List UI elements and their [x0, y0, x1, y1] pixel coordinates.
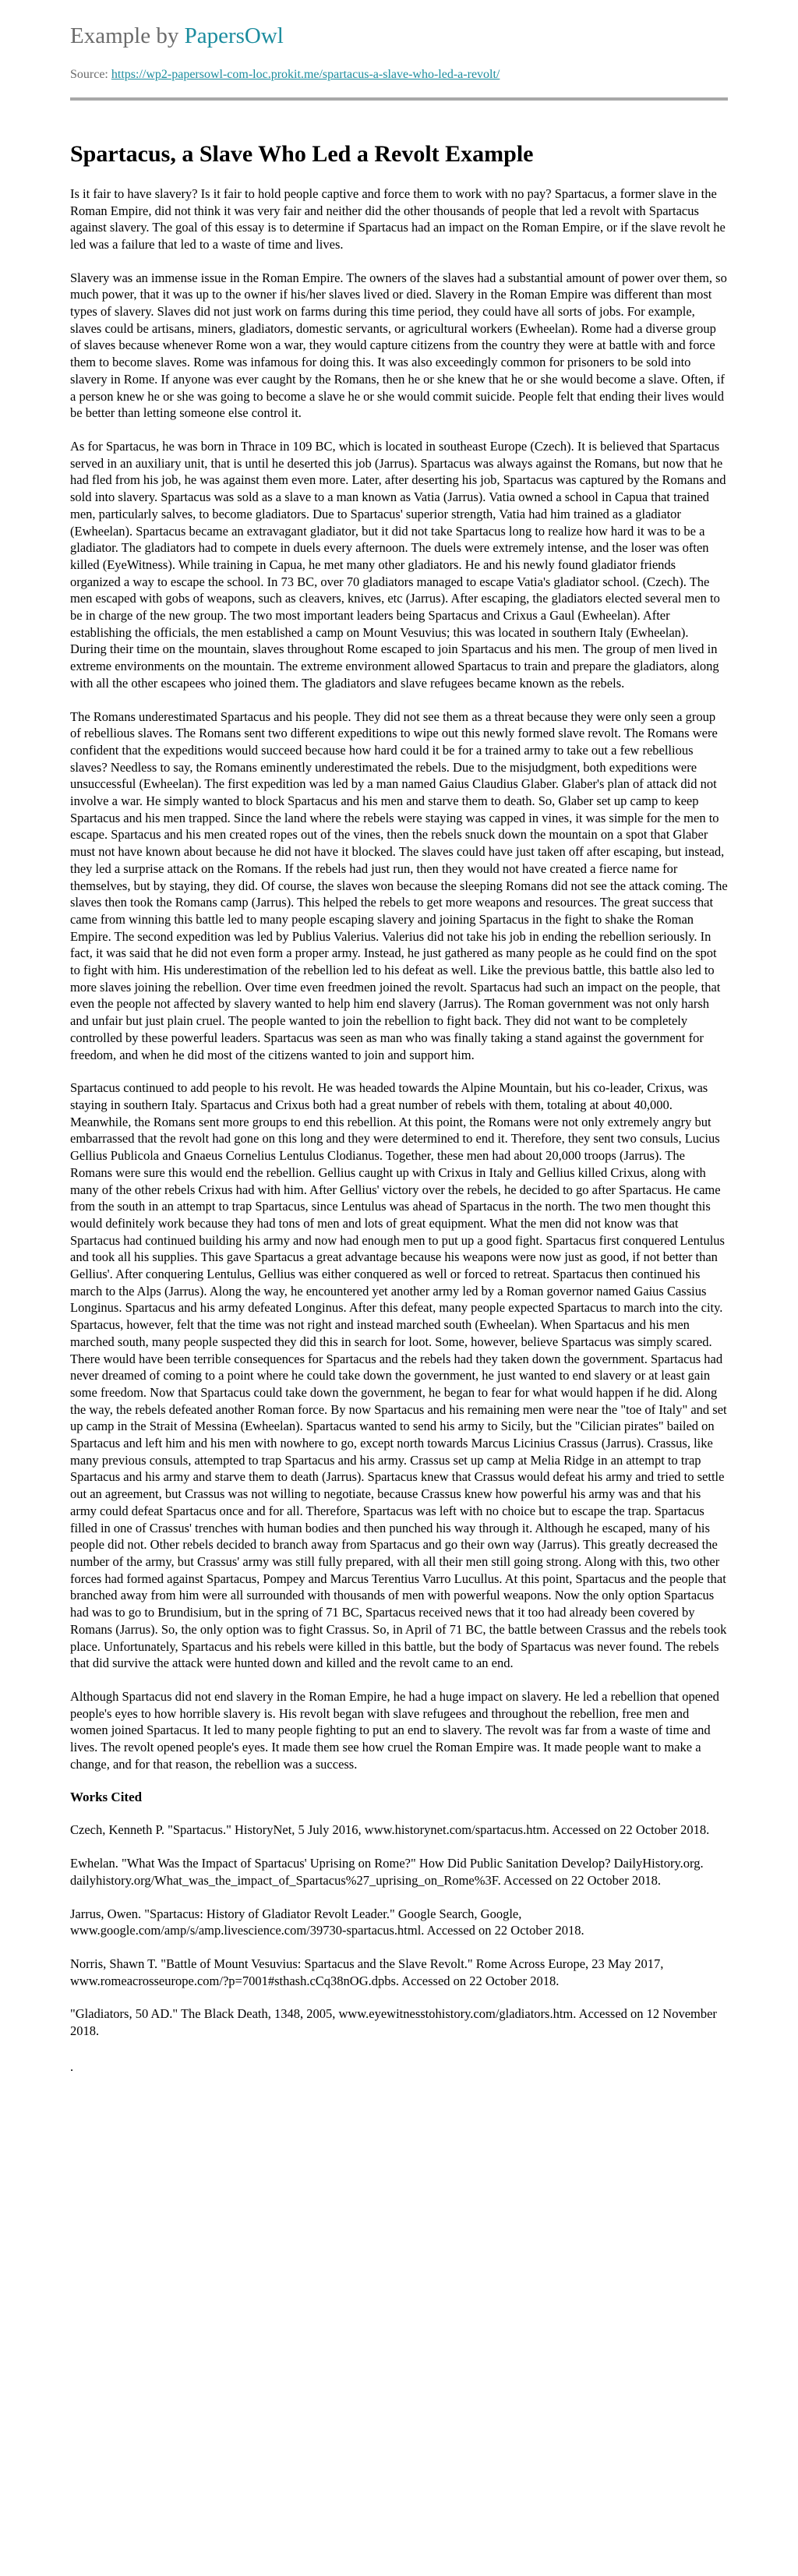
essay-paragraph-6: Although Spartacus did not end slavery in the Roman Empire, he had a huge impact on slavery. He led a rebellion that opened people's eyes to how horrible slavery is. His revolt began with slave refugees and throughout the rebellion, free men and women joined Spartacus. It led to many people fighting to put an end to slavery. The revolt was far from a waste of time and lives. The revolt opened people's eyes. It made them see how cruel the Roman Empire was. It made people want to make a change, and for that reason, the rebellion was a success. — [70, 1688, 719, 1772]
source-url-link[interactable]: https://wp2-papersowl-com-loc.prokit.me/spartacus-a-slave-who-led-a-revolt/ — [111, 68, 500, 82]
citation-ewhelan: Ewhelan. "What Was the Impact of Spartacus' Uprising on Rome?" How Did Public Sanitation Develop? DailyHistory.org. dailyhistory.org/What_was_the_impact_of_Spartacus%27_uprising_on_Rome%3F. Accessed on 22 October 2018. — [70, 1856, 704, 1888]
citation-czech: Czech, Kenneth P. "Spartacus." HistoryNet, 5 July 2016, www.historynet.com/spartacus.htm. Accessed on 22 October 2018. — [70, 1822, 710, 1838]
example-by-line — [70, 23, 728, 49]
citation-gladiators: "Gladiators, 50 AD." The Black Death, 1348, 2005, www.eyewitnesstohistory.com/gladiators.htm. Accessed on 12 November 2018. — [70, 2006, 717, 2039]
essay-paragraph-4: The Romans underestimated Spartacus and his people. They did not see them as a threat because they were only seen a group of rebellious slaves. The Romans sent two different expeditions to wipe out this newly formed slave revolt. The Romans were confident that the expeditions would succeed because how hard could it be for a trained army to take out a few rebellious slaves? Needless to say, the Romans eminently underestimated the rebels. Due to the misjudgment, both expeditions were unsuccessful (Ewheelan). The first expedition was led by a man named Gaius Claudius Glaber. Glaber's plan of attack did not involve a war. He simply wanted to block Spartacus and his men and starve them to death. So, Glaber set up camp to keep Spartacus and his men trapped. Since the land where the rebels were staying was capped in vines, it was simple for the men to escape. Spartacus and his men created ropes out of the vines, then the rebels snuck down the mountain on a spot that Glaber must not have known about because he did not have it blocked. The slaves could have just taken off after escaping, but instead, they led a surprise attack on the Romans. If the rebels had just run, then they would not have created a fierce name for themselves, but by staying, they did. Of course, the slaves won because the sleeping Romans did not see the attack coming. The slaves then took the Romans camp (Jarrus). This helped the rebels to get more weapons and resources. The great success that came from winning this battle led to many people escaping slavery and joining Spartacus in the fight to shake the Roman Empire. The second expedition was led by Publius Valerius. Valerius did not take his job in ending the rebellion seriously. In fact, it was said that he did not even form a proper army. Instead, he just gathered as many people as he could find on the spot to fight with him. His underestimation of the rebellion led to his defeat as well. Like the previous battle, this battle also led to more slaves joining the rebellion. Over time even freedmen joined the revolt. Spartacus had such an impact on the people, that even the people not affected by slavery wanted to help him end slavery (Jarrus). The Roman government was not only harsh and unfair but just plain cruel. The people wanted to join the rebellion to fight back. They did not want to be completely controlled by these powerful leaders. Spartacus was seen as man who was finally taking a stand against the government for freedom, and when he did most of the citizens wanted to join and support him. — [70, 708, 728, 1062]
essay-paragraph-2: Slavery was an immense issue in the Roman Empire. The owners of the slaves had a substantial amount of power over them, so much power, that it was up to the owner if his/her slaves lived or died. Slavery in the Roman Empire was different than most types of slavery. Slaves did not just work on farms during this time period, they could have all sorts of jobs. For example, slaves could be artisans, miners, gladiators, domestic servants, or agricultural workers (Ewheelan). Rome had a diverse group of slaves because whenever Rome won a war, they would capture citizens from the country they were at battle with and force them to become slaves. Rome was infamous for doing this. It was also exceedingly common for prisoners to be sold into slavery in Rome. If anyone was ever caught by the Romans, then he or she knew that he or she would become a slave. Often, if a person knew he or she was going to become a slave he or she would commit suicide. People felt that ending their lives would be better than letting someone else control it. — [70, 270, 727, 421]
citation-norris: Norris, Shawn T. "Battle of Mount Vesuvius: Spartacus and the Slave Revolt." Rome Across Europe, 23 May 2017, www.romeacrosseurope.com/?p=7001#sthash.cCq38nOG.dpbs. Accessed on 22 October 2018. — [70, 1956, 664, 1988]
essay-paragraph-5: Spartacus continued to add people to his revolt. He was headed towards the Alpine Mountain, but his co-leader, Crixus, was staying in southern Italy. Spartacus and Crixus both had a great number of rebels with them, totaling at about 40,000. Meanwhile, the Romans sent more groups to end this rebellion. At this point, the Romans were not only extremely angry but embarrassed that the revolt had gone on this long and they were determined to end it. Therefore, they sent two consuls, Lucius Gellius Publicola and Gnaeus Cornelius Lentulus Clodianus. Together, these men had about 20,000 troops (Jarrus). The Romans were sure this would end the rebellion. Gellius caught up with Crixus in Italy and Gellius killed Crixus, along with many of the other rebels Crixus had with him. After Gellius' victory over the rebels, he decided to go after Spartacus. He came from the south in an attempt to trap Spartacus, since Lentulus was ahead of Spartacus in the north. The two men thought this would definitely work because they had tons of men and lots of great equipment. What the men did not know was that Spartacus had continued building his army and now had enough men to put up a good fight. Spartacus first conquered Lentulus and took all his supplies. This gave Spartacus a great advantage because his weapons were now just as good, if not better than Gellius'. After conquering Lentulus, Gellius was either conquered as well or forced to retreat. Spartacus then continued his march to the Alps (Jarrus). Along the way, he encountered yet another army led by a Roman governor named Gaius Cassius Longinus. Spartacus and his army defeated Longinus. After this defeat, many people expected Spartacus to march into the city. Spartacus, however, felt that the time was not right and instead marched south (Ewheelan). When Spartacus and his men marched south, many people suspected they did this in search for loot. Some, however, believe Spartacus was simply scared. There would have been terrible consequences for Spartacus and the rebels had they taken down the government. Spartacus had never dreamed of coming to a point where he could take down the government, he just wanted to end slavery or at least gain some freedom. Now that Spartacus could take down the government, he began to fear for what would happen if he did. Along the way, the rebels defeated another Roman force. By now Spartacus and his remaining men were near the "toe of Italy" and set up camp in the Strait of Messina (Ewheelan). Spartacus wanted to send his army to Sicily, but the "Cilician pirates" bailed on Spartacus and left him and his men with nowhere to go, except north towards Marcus Licinius Crassus (Jarrus). Crassus, like many previous consuls, attempted to trap Spartacus and his army. Crassus set up camp at Melia Ridge in an attempt to trap Spartacus and his army and starve them to death (Jarrus). Spartacus knew that Crassus would defeat his army and tried to settle out an agreement, but Crassus was not willing to negotiate, because Crassus knew how powerful his army was and that his army could defeat Spartacus once and for all. Therefore, Spartacus was left with no choice but to escape the trap. Spartacus filled in one of Crassus' trenches with human bodies and then punched his way through it. Although he escaped, many of his people did not. Other rebels decided to branch away from Spartacus and go their own way (Jarrus). This greatly decreased the number of the army, but Crassus' army was still fully prepared, with all their men still going strong. Along with this, two other forces had formed against Spartacus, Pompey and Marcus Terentius Varro Lucullus. At this point, Spartacus and the people that branched away from him were all surrounded with thousands of men with powerful weapons. Now the only option Spartacus had was to go to Brundisium, but in the spring of 71 BC, Spartacus received news that it too had already been covered by Romans (Jarrus). So, the only option was to fight Crassus. So, in April of 71 BC, the battle between Crassus and the rebels took place. Unfortunately, Spartacus and his rebels were killed in this battle, but the body of Spartacus was never found. The rebels that did survive the attack were hunted down and killed and the revolt came to an end. — [70, 1080, 727, 1671]
works-cited-heading: Works Cited — [70, 1790, 143, 1805]
example-by-label: Example by — [70, 23, 185, 48]
source-line — [70, 68, 728, 82]
citation-jarrus: Jarrus, Owen. "Spartacus: History of Gladiator Revolt Leader." Google Search, Google, www.google.com/amp/s/amp.livescience.com/39730-spartacus.html. Accessed on 22 October 2018. — [70, 1906, 584, 1938]
source-label: Source: — [70, 68, 111, 82]
page-header — [70, 23, 728, 101]
header-divider — [70, 97, 728, 101]
essay-title: Spartacus, a Slave Who Led a Revolt Example — [70, 141, 534, 168]
trailing-period: . — [70, 2058, 74, 2074]
essay-content — [70, 141, 728, 2075]
papersowl-brand-link[interactable]: PapersOwl — [184, 23, 284, 48]
essay-paragraph-1: Is it fair to have slavery? Is it fair to hold people captive and force them to work with no pay? Spartacus, a former slave in the Roman Empire, did not think it was very fair and neither did the other thousands of people that led a revolt with Spartacus against slavery. The goal of this essay is to determine if Spartacus had an impact on the Roman Empire, or if the slave revolt he led was a failure that led to a waste of time and lives. — [70, 186, 726, 252]
essay-paragraph-3: As for Spartacus, he was born in Thrace in 109 BC, which is located in southeast Europe (Czech). It is believed that Spartacus served in an auxiliary unit, that is until he deserted this job (Jarrus). Spartacus was always against the Romans, but now that he had fled from his job, he was against them even more. Later, after deserting his job, Spartacus was captured by the Romans and sold into slavery. Spartacus was sold as a slave to a man known as Vatia (Jarrus). Vatia owned a school in Capua that trained men, particularly salves, to become gladiators. Due to Spartacus' superior strength, Vatia had him trained as a gladiator (Ewheelan). Spartacus became an extravagant gladiator, but it did not take Spartacus long to realize how hard it was to be a gladiator. The gladiators had to compete in duels every afternoon. The duels were extremely intense, and the loser was often killed (EyeWitness). While training in Capua, he met many other gladiators. He and his newly found gladiator friends organized a way to escape the school. In 73 BC, over 70 gladiators managed to escape Vatia's gladiator school. (Czech). The men escaped with gobs of weapons, such as cleavers, knives, etc (Jarrus). After escaping, the gladiators elected several men to be in charge of the new group. The two most important leaders being Spartacus and Crixus a Gaul (Ewheelan). After establishing the officials, the men established a camp on Mount Vesuvius; this was located in southern Italy (Ewheelan). During their time on the mountain, slaves throughout Rome escaped to join Spartacus and his men. The group of men lived in extreme environments on the mountain. The extreme environment allowed Spartacus to train and prepare the gladiators, along with all the other escapees who joined them. The gladiators and slave refugees became known as the rebels. — [70, 438, 726, 691]
